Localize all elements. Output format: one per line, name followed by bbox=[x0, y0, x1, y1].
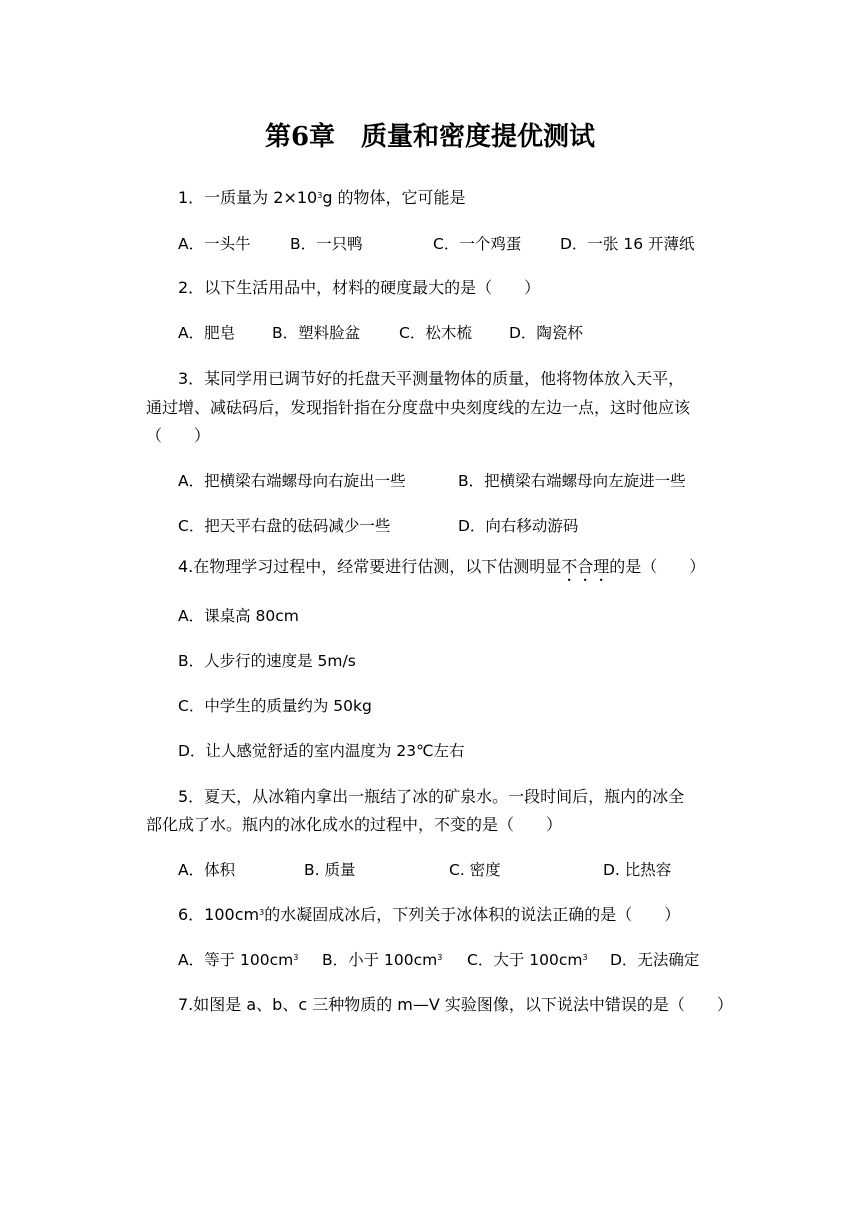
question-2-option-b: B．塑料脸盆 bbox=[272, 324, 361, 342]
question-4-option-a: A．课桌高 80cm bbox=[178, 607, 299, 625]
question-4-stem: 4.在物理学习过程中，经常要进行估测，以下估测明显不合理的是（ ） bbox=[178, 557, 706, 576]
question-3-option-a: A．把横梁右端螺母向右旋出一些 bbox=[178, 472, 406, 490]
emphasized-text: 不合理 bbox=[561, 557, 610, 576]
question-5-option-a: A．体积 bbox=[178, 861, 236, 879]
question-2-option-c: C．松木梳 bbox=[399, 324, 472, 342]
question-1-option-b: B．一只鸭 bbox=[290, 235, 363, 253]
question-3-stem-line-3: （ ） bbox=[146, 426, 211, 445]
question-7-stem: 7.如图是 a、b、c 三种物质的 m—V 实验图像，以下说法中错误的是（ ） bbox=[178, 995, 733, 1014]
question-1-stem: 1．一质量为 $2\times 10^3g$ 的物体，它可能是 bbox=[178, 188, 466, 207]
question-4-option-d: D．让人感觉舒适的室内温度为 23℃左右 bbox=[178, 742, 465, 760]
question-4-option-c: C．中学生的质量约为 50kg bbox=[178, 697, 372, 715]
question-5-stem-line-2: 部化成了水。瓶内的冰化成水的过程中，不变的是（ ） bbox=[146, 815, 563, 834]
question-2-stem: 2．以下生活用品中，材料的硬度最大的是（ ） bbox=[178, 278, 541, 297]
question-2-option-d: D．陶瓷杯 bbox=[509, 324, 583, 342]
question-6-option-c: C．大于 $100cm^3$ bbox=[467, 951, 588, 969]
question-3-option-c: C．把天平右盘的砝码减少一些 bbox=[178, 517, 391, 535]
question-3-stem-line-2: 通过增、减砝码后，发现指针指在分度盘中央刻度线的左边一点，这时他应该 bbox=[146, 398, 691, 417]
question-5-option-c: C. 密度 bbox=[449, 861, 501, 879]
question-6-option-d: D．无法确定 bbox=[610, 951, 700, 969]
question-3-stem-line-1: 3．某同学用已调节好的托盘天平测量物体的质量，他将物体放入天平， bbox=[178, 369, 685, 388]
question-6-stem: 6．$100cm^3$的水凝固成冰后，下列关于冰体积的说法正确的是（ ） bbox=[178, 905, 681, 924]
question-1-option-a: A．一头牛 bbox=[178, 235, 251, 253]
question-2-option-a: A．肥皂 bbox=[178, 324, 236, 342]
question-4-option-b: B．人步行的速度是 5m/s bbox=[178, 652, 356, 670]
question-6-option-a: A．等于 $100cm^3$ bbox=[178, 951, 299, 969]
question-3-option-d: D．向右移动游码 bbox=[458, 517, 579, 535]
question-6-option-b: B．小于 $100cm^3$ bbox=[322, 951, 443, 969]
question-3-option-b: B．把横梁右端螺母向左旋进一些 bbox=[458, 472, 686, 490]
page-title: 第6章 质量和密度提优测试 bbox=[264, 122, 596, 152]
question-5-option-d: D. 比热容 bbox=[603, 861, 672, 879]
question-1-option-d: D．一张 16 开薄纸 bbox=[560, 235, 695, 253]
question-5-option-b: B. 质量 bbox=[304, 861, 356, 879]
question-5-stem-line-1: 5．夏天，从冰箱内拿出一瓶结了冰的矿泉水。一段时间后，瓶内的冰全 bbox=[178, 787, 685, 806]
question-1-option-c: C．一个鸡蛋 bbox=[433, 235, 522, 253]
